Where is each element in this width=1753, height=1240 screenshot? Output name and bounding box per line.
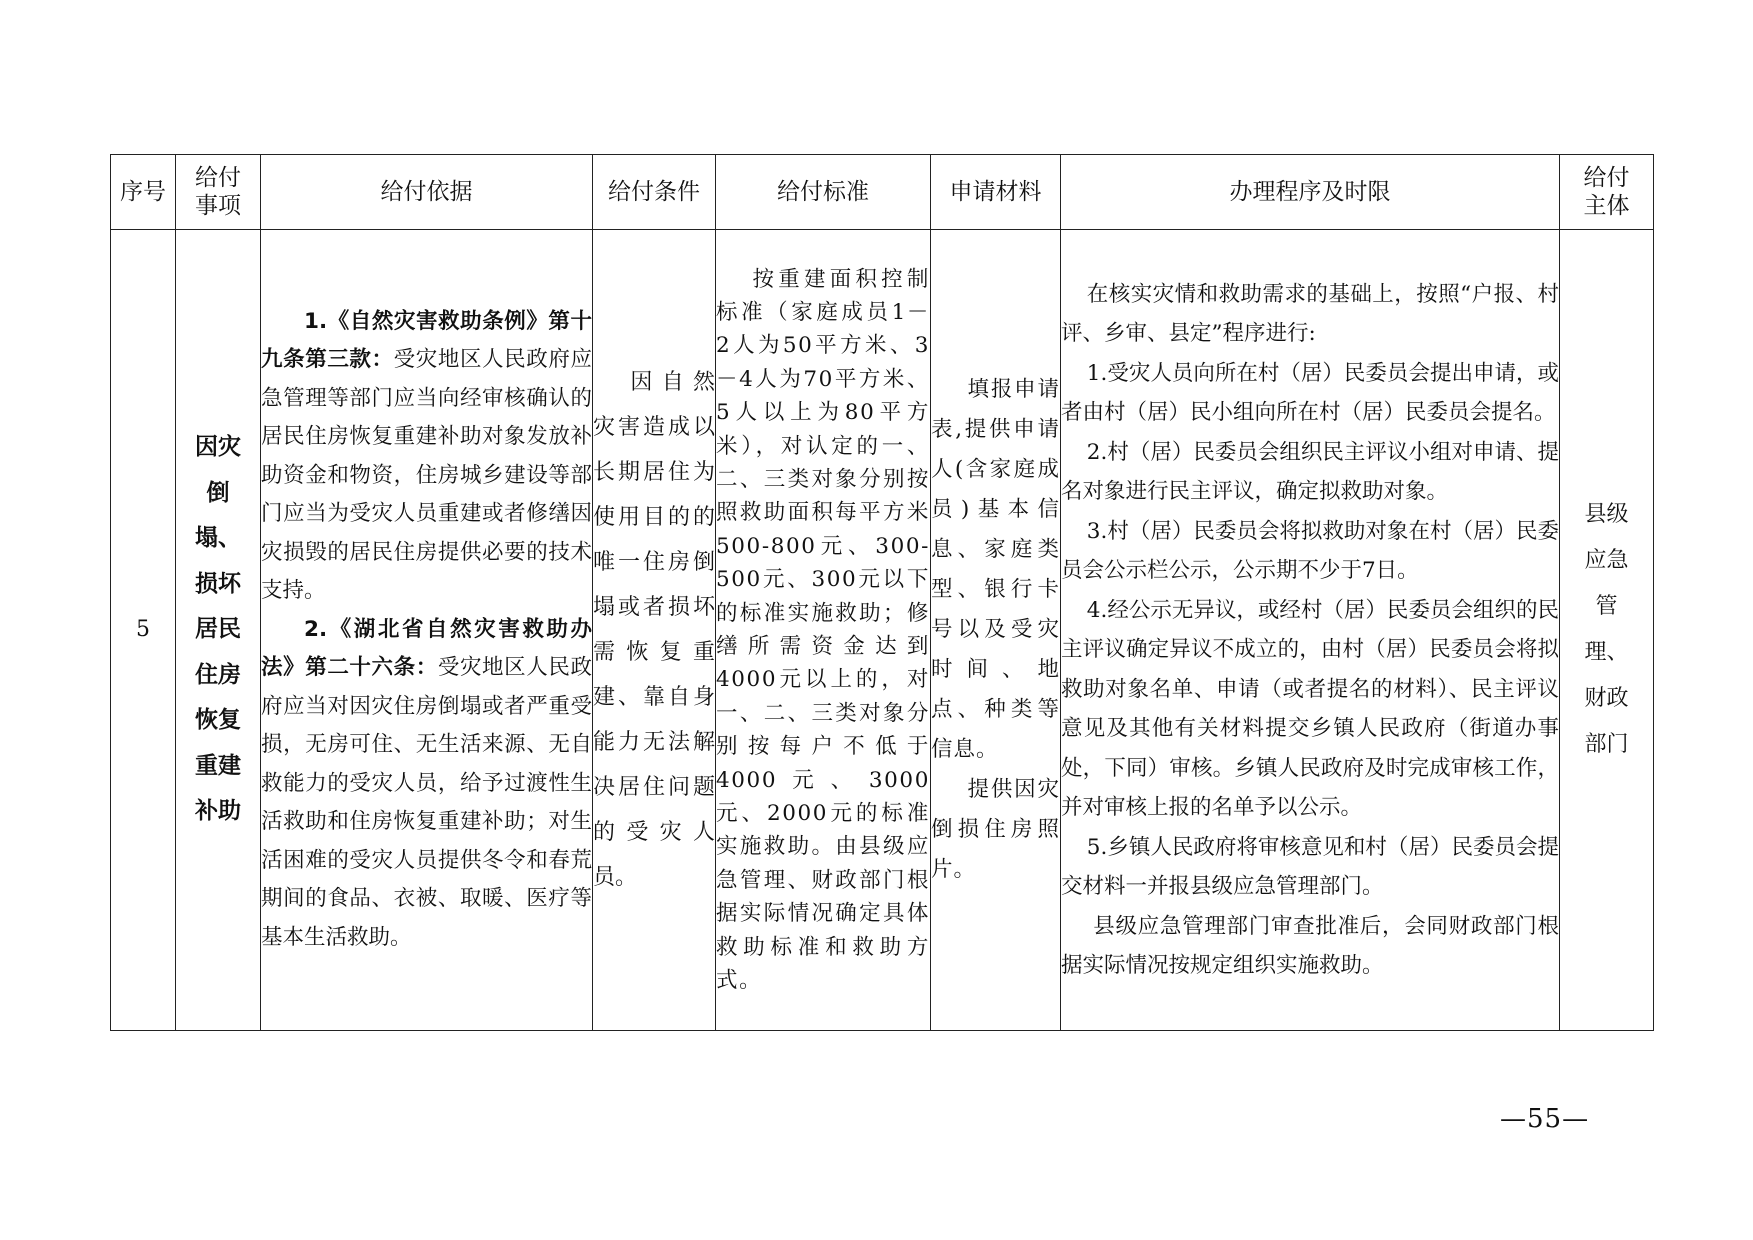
header-condition: 给付条件	[593, 155, 716, 230]
materials-paragraph: 提供因灾倒损住房照片。	[931, 777, 1060, 882]
header-materials: 申请材料	[931, 155, 1061, 230]
header-item-line2: 事项	[195, 193, 241, 219]
row-procedure	[1061, 230, 1560, 1031]
row-condition	[593, 230, 716, 1031]
basis-citation: 1.《自然灾害救助条例》第十九条第三款：	[261, 308, 592, 373]
procedure-paragraph: 2.村（居）民委员会组织民主评议小组对申请、提名对象进行民主评议，确定拟救助对象。	[1061, 439, 1559, 504]
row-basis	[261, 230, 593, 1031]
row-subject	[1560, 230, 1654, 1031]
procedure-paragraph: 3.村（居）民委员会将拟救助对象在村（居）民委员会公示栏公示，公示期不少于7日。	[1061, 518, 1559, 583]
header-subject-line1: 给付	[1583, 165, 1630, 191]
row-item-text: 因灾倒塌、损坏居民住房恢复重建补助	[195, 434, 241, 825]
benefits-table	[110, 154, 1654, 1031]
procedure-paragraph: 4.经公示无异议，或经村（居）民委员会组织的民主评议确定异议不成立的，由村（居）民委员会将拟救助对象名单、申请（或者提名的材料）、民主评议意见及其他有关材料提交乡镇人民政府（街道办事处，下同）审核。乡镇人民政府及时完成审核工作，并对审核上报的名单予以公示。	[1061, 597, 1559, 820]
row-subject-text: 县级应急管理、财政部门	[1584, 502, 1629, 757]
row-materials	[931, 230, 1061, 1031]
header-subject-line2: 主体	[1583, 193, 1630, 219]
page-number: —55—	[1500, 1104, 1590, 1134]
table-row	[111, 230, 1654, 1031]
header-standard: 给付标准	[716, 155, 931, 230]
row-no: 5	[111, 230, 176, 1031]
header-basis: 给付依据	[261, 155, 593, 230]
row-item	[176, 230, 261, 1031]
materials-paragraph: 填报申请表,提供申请人(含家庭成员)基本信息、家庭类型、银行卡号以及受灾时间、地点、种类等信息。	[931, 377, 1060, 762]
procedure-paragraph: 在核实灾情和救助需求的基础上，按照“户报、村评、乡审、县定”程序进行:	[1061, 281, 1559, 346]
header-item	[176, 155, 261, 230]
header-procedure: 办理程序及时限	[1061, 155, 1560, 230]
header-subject	[1560, 155, 1654, 230]
procedure-paragraph: 1.受灾人员向所在村（居）民委员会提出申请，或者由村（居）民小组向所在村（居）民委员会提名。	[1061, 360, 1559, 425]
basis-text: 受灾地区人民政府应当对因灾住房倒塌或者严重受损，无房可住、无生活来源、无自救能力的受灾人员，给予过渡性生活救助和住房恢复重建补助；对生活困难的受灾人员提供冬令和春荒期间的食品、衣被、取暖、医疗等基本生活救助。	[261, 655, 592, 950]
procedure-paragraph: 县级应急管理部门审查批准后，会同财政部门根据实际情况按规定组织实施救助。	[1061, 913, 1559, 978]
basis-paragraph	[261, 303, 592, 611]
header-item-line1: 给付	[195, 165, 241, 191]
header-no: 序号	[111, 155, 176, 230]
header-row	[111, 155, 1654, 230]
row-standard	[716, 230, 931, 1031]
condition-text: 因自然灾害造成以长期居住为使用目的的唯一住房倒塌或者损坏需恢复重建、靠自身能力无法解决居住问题的受灾人员。	[593, 370, 715, 890]
basis-text: 受灾地区人民政府应急管理等部门应当向经审核确认的居民住房恢复重建补助对象发放补助资金和物资，住房城乡建设等部门应当为受灾人员重建或者修缮因灾损毁的居民住房提供必要的技术支持。	[261, 347, 592, 604]
procedure-paragraph: 5.乡镇人民政府将审核意见和村（居）民委员会提交材料一并报县级应急管理部门。	[1061, 834, 1559, 899]
standard-text: 按重建面积控制标准（家庭成员1－2人为50平方米、3－4人为70平方米、5人以上为80平方米），对认定的一、二、三类对象分别按照救助面积每平方米500-800元、300-500元、300元以下的标准实施救助；修缮所需资金达到4000元以上的，对一、二、三类对象分别按每户不低于4000元、3000元、2000元的标准实施救助。由县级应急管理、财政部门根据实际情况确定具体救助标准和救助方式。	[716, 266, 930, 994]
basis-paragraph	[261, 611, 592, 958]
basis-citation: 2.《湖北省自然灾害救助办法》第二十六条：	[261, 616, 592, 681]
